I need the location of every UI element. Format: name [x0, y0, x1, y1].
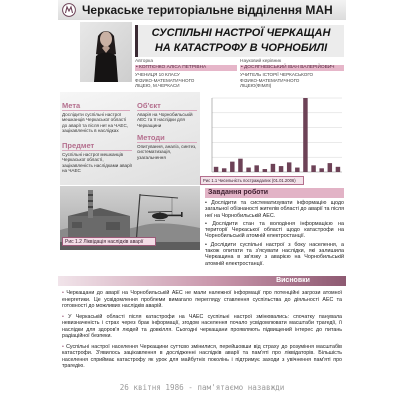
chart-bar — [214, 167, 218, 172]
supervisor-info-line: УЧИТЕЛЬ ІСТОРІЇ ЧЕРКАСЬКОГО — [240, 72, 314, 77]
supervisor-info-line: ЛІЦЕЮ(ФІМЛІ) — [240, 83, 272, 89]
conclusion-item: • У Черкаській області після катастрофи на ЧАЕС суспільні настрої змінювались: спочатку панувала невизначеність і страх через брак інформації, згодом населення почало усвідомлювати масштаби трагедії, її наслідки для здоров'я людей та довкілля. Сьогодні черкащани проявляють підвищений інтерес до питань радіаційної безпеки. — [62, 314, 342, 340]
photo-caption: Рис 1.2 Ліквідація наслідків аварії — [62, 237, 156, 246]
task-item: • Дослідити стан та володіння інформацією на території Черкаської області щодо катастрофи на Чорнобильській атомній електростанції. — [205, 221, 344, 240]
man-logo-icon — [62, 3, 76, 17]
chart-bar — [246, 168, 250, 172]
chart-plot — [200, 92, 346, 176]
chart-bar — [303, 98, 307, 172]
chart-bar — [222, 168, 226, 172]
author-photo — [80, 22, 132, 82]
section-subject-text: Суспільні настрої мешканців Черкаської області, зацікавленість наслідками аварії на ЧАЕС — [62, 152, 132, 174]
section-object — [137, 102, 197, 128]
author-name: • КОПТЄНКО АЛІСА ПЕТРІВНА — [135, 65, 237, 71]
author-info-line: ФІЗИКО-МАТЕМАТИЧНОГО — [135, 77, 195, 83]
section-methods-text: Опитування, аналіз, синтез, систематизація, узагальнення — [137, 144, 197, 160]
chart-bar — [254, 165, 258, 172]
title-line-2: НА КАТАСТРОФУ В ЧОРНОБИЛІ — [154, 42, 328, 54]
organization-title: Черкаське територіальне відділення МАН — [82, 3, 333, 17]
section-goal-title: Мета — [62, 102, 130, 111]
conclusions-section — [62, 290, 342, 374]
section-subject-title: Предмет — [62, 142, 132, 151]
victims-chart — [200, 92, 346, 186]
supervisor-block — [240, 59, 344, 89]
author-info-line: ЛІЦЕЮ, М.ЧЕРКАСИ — [135, 83, 180, 89]
chart-bar — [328, 163, 332, 172]
chart-grid — [212, 98, 342, 157]
chart-bar — [271, 164, 275, 172]
tasks-section — [205, 188, 344, 269]
section-object-title: Об'єкт — [137, 102, 197, 111]
conclusions-band — [58, 276, 346, 286]
supervisor-info-line: ФІЗИКО-МАТЕМАТИЧНОГО — [240, 77, 300, 83]
chart-bar — [336, 167, 340, 172]
supervisor-name: • ДОСЯГНЕВСЬКИЙ ІВАН ВАЛЕРІЙОВИЧ — [240, 65, 344, 71]
chart-bar — [230, 162, 234, 172]
section-goal-text: Дослідити суспільні настрої мешканців Черкаської області до аварії та після неї на ЧАЕС, зацікавленість в наслідках — [62, 112, 129, 134]
header-bar — [58, 0, 346, 20]
chart-bar — [311, 165, 315, 172]
chart-bar — [295, 168, 299, 172]
chart-bar — [287, 162, 291, 172]
conclusion-item: • Суспільні настрої населення Черкащини суттєво змінилися, перейшовши від страху до розуміння масштабів катастрофи. З'явилось зацікавлення в дослідженні наслідків аварії та пам'яті про ліквідаторів. Більшість населення сприймає катастрофу як урок для майбутніх поколінь і підтримує заходи з увічнення пам'яті про трагедію. — [62, 344, 342, 370]
section-goal — [62, 102, 130, 134]
author-block — [135, 59, 237, 89]
task-item: • Дослідити суспільні настрої з боку населення, а також опитати та з'ясувати наслідки, які залишила Черкащина в зв'язку з аварією на Чорнобильській атомній електростанції. — [205, 242, 344, 267]
task-item: • Дослідити та систематизувати інформацію щодо загальної обізнаності жителів області до аварії та після неї на Чорнобильській АЕС. — [205, 200, 344, 219]
section-object-text: Аварія на Чорнобильській АЕС та її наслідки для Черкащини — [137, 112, 193, 128]
chart-bar — [238, 159, 242, 172]
section-methods-title: Методи — [137, 134, 197, 143]
conclusions-title: Висновки — [276, 277, 310, 284]
section-methods — [137, 134, 197, 160]
poster-title — [135, 25, 344, 57]
footer-motto: 26 квітня 1986 - пам'ятаємо назавжди — [119, 383, 285, 392]
intro-sections — [60, 92, 200, 185]
chart-caption: Рис 1.1 Чисельність постраждалих (01.01.2006) — [200, 176, 304, 185]
section-subject — [62, 142, 132, 174]
chart-bar — [263, 169, 267, 172]
author-info-line: УЧЕНИЦЯ 10 КЛАСУ — [135, 72, 180, 77]
title-line-1: СУСПІЛЬНІ НАСТРОЇ ЧЕРКАЩАН — [151, 27, 331, 39]
author-label: Авторка — [135, 59, 153, 64]
supervisor-label: Науковий керівник — [240, 59, 282, 64]
chart-bar — [319, 168, 323, 172]
chart-bar — [279, 166, 283, 172]
poster — [58, 0, 346, 400]
conclusion-item: • Черкащани до аварії на Чорнобильській АЕС не мали належної інформації про потенційні загрози атомної енергетики. Це усвідомлення проблеми вимагало перегляду ставлення суспільства до діяльності АЕС та готовності до можливих наслідків аварій. — [62, 290, 342, 310]
tasks-title: Завдання роботи — [205, 188, 344, 198]
